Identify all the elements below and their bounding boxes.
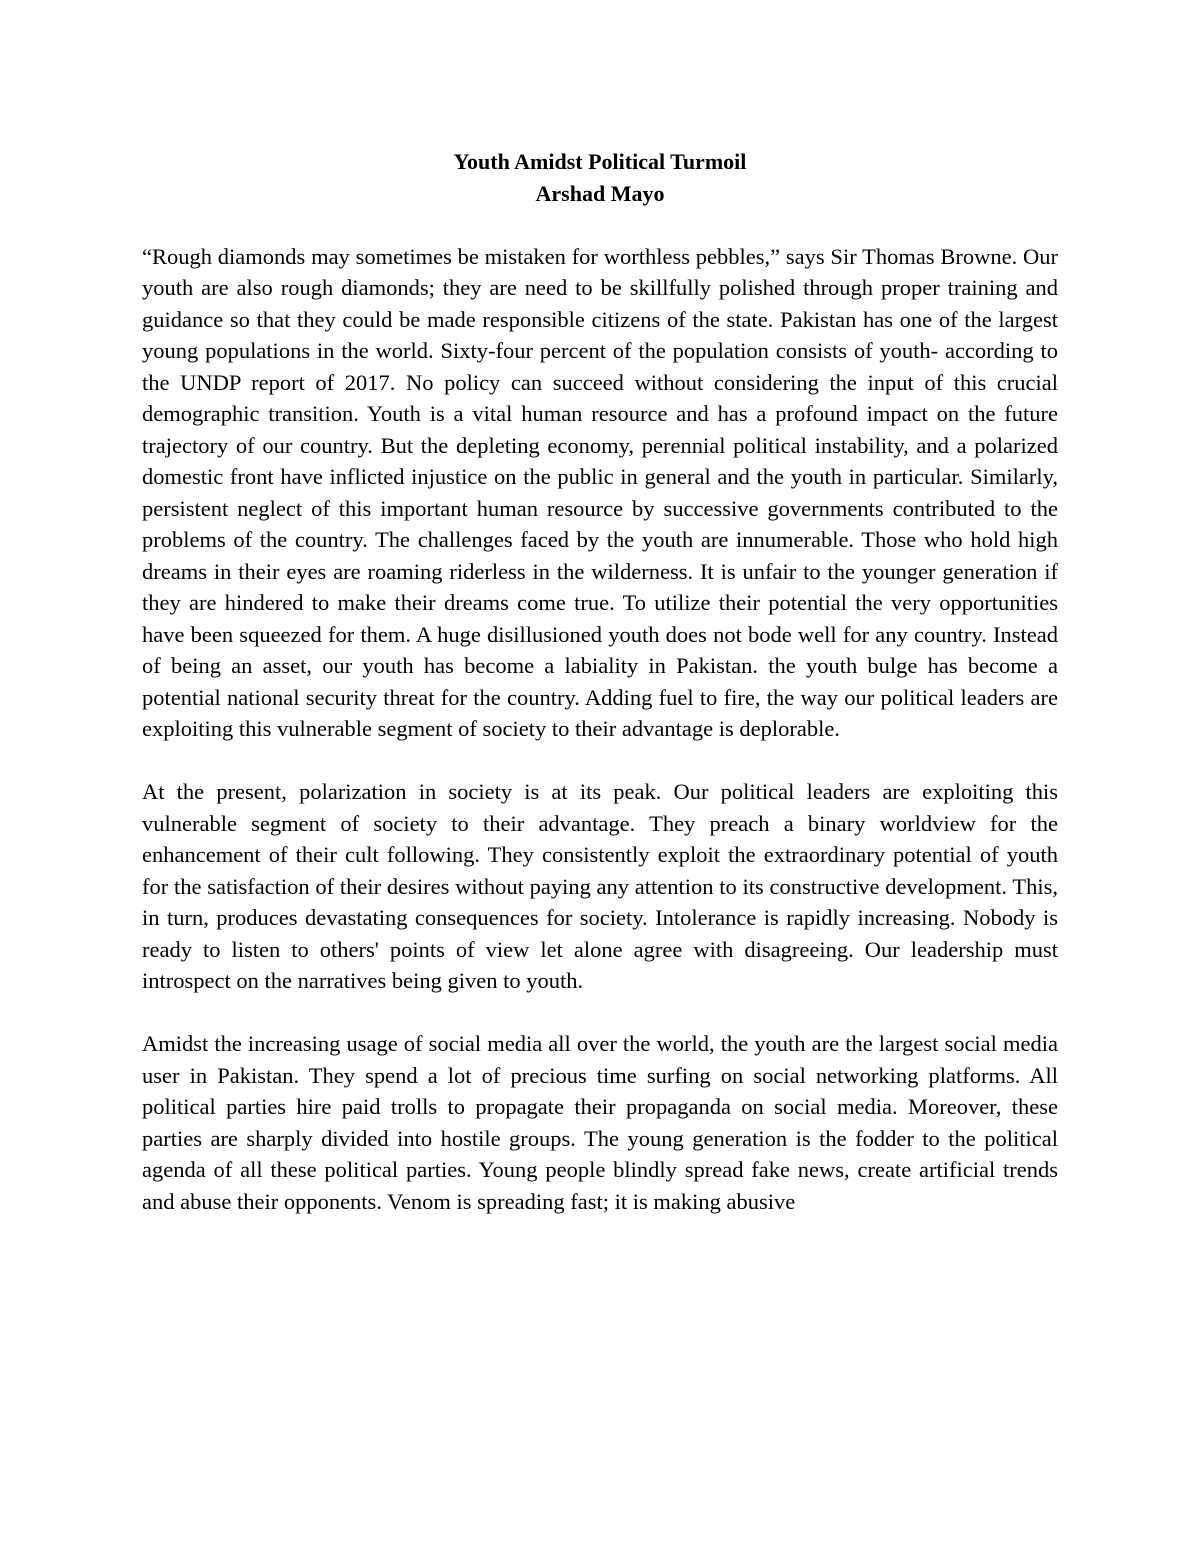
document-author: Arshad Mayo: [535, 180, 665, 206]
document-page: [142, 146, 1058, 1217]
paragraph-2: At the present, polarization in society is at its peak. Our political leaders are exploiting this vulnerable segment of society to their advantage. They preach a binary worldview for the enhancement of their cult following. They consistently exploit the extraordinary potential of youth for the satisfaction of their desires without paying any attention to its constructive development. This, in turn, produces devastating consequences for society. Intolerance is rapidly increasing. Nobody is ready to listen to others' points of view let alone agree with disagreeing. Our leadership must introspect on the narratives being given to youth.: [142, 779, 1058, 993]
paragraph-3: Amidst the increasing usage of social media all over the world, the youth are the largest social media user in Pakistan. They spend a lot of precious time surfing on social networking platforms. All political parties hire paid trolls to propagate their propaganda on social media. Moreover, these parties are sharply divided into hostile groups. The young generation is the fodder to the political agenda of all these political parties. Young people blindly spread fake news, create artificial trends and abuse their opponents. Venom is spreading fast; it is making abusive: [142, 1031, 1058, 1214]
paragraph-1: “Rough diamonds may sometimes be mistaken for worthless pebbles,” says Sir Thomas Browne. Our youth are also rough diamonds; they are need to be skillfully polished through proper training and guidance so that they could be made responsible citizens of the state. Pakistan has one of the largest young populations in the world. Sixty-four percent of the population consists of youth- according to the UNDP report of 2017. No policy can succeed without considering the input of this crucial demographic transition. Youth is a vital human resource and has a profound impact on the future trajectory of our country. But the depleting economy, perennial political instability, and a polarized domestic front have inflicted injustice on the public in general and the youth in particular. Similarly, persistent neglect of this important human resource by successive governments contributed to the problems of the country. The challenges faced by the youth are innumerable. Those who hold high dreams in their eyes are roaming riderless in the wilderness. It is unfair to the younger generation if they are hindered to make their dreams come true. To utilize their potential the very opportunities have been squeezed for them. A huge disillusioned youth does not bode well for any country. Instead of being an asset, our youth has become a labiality in Pakistan. the youth bulge has become a potential national security threat for the country. Adding fuel to fire, the way our political leaders are exploiting this vulnerable segment of society to their advantage is deplorable.: [142, 243, 1058, 741]
document-title: Youth Amidst Political Turmoil: [453, 149, 747, 174]
